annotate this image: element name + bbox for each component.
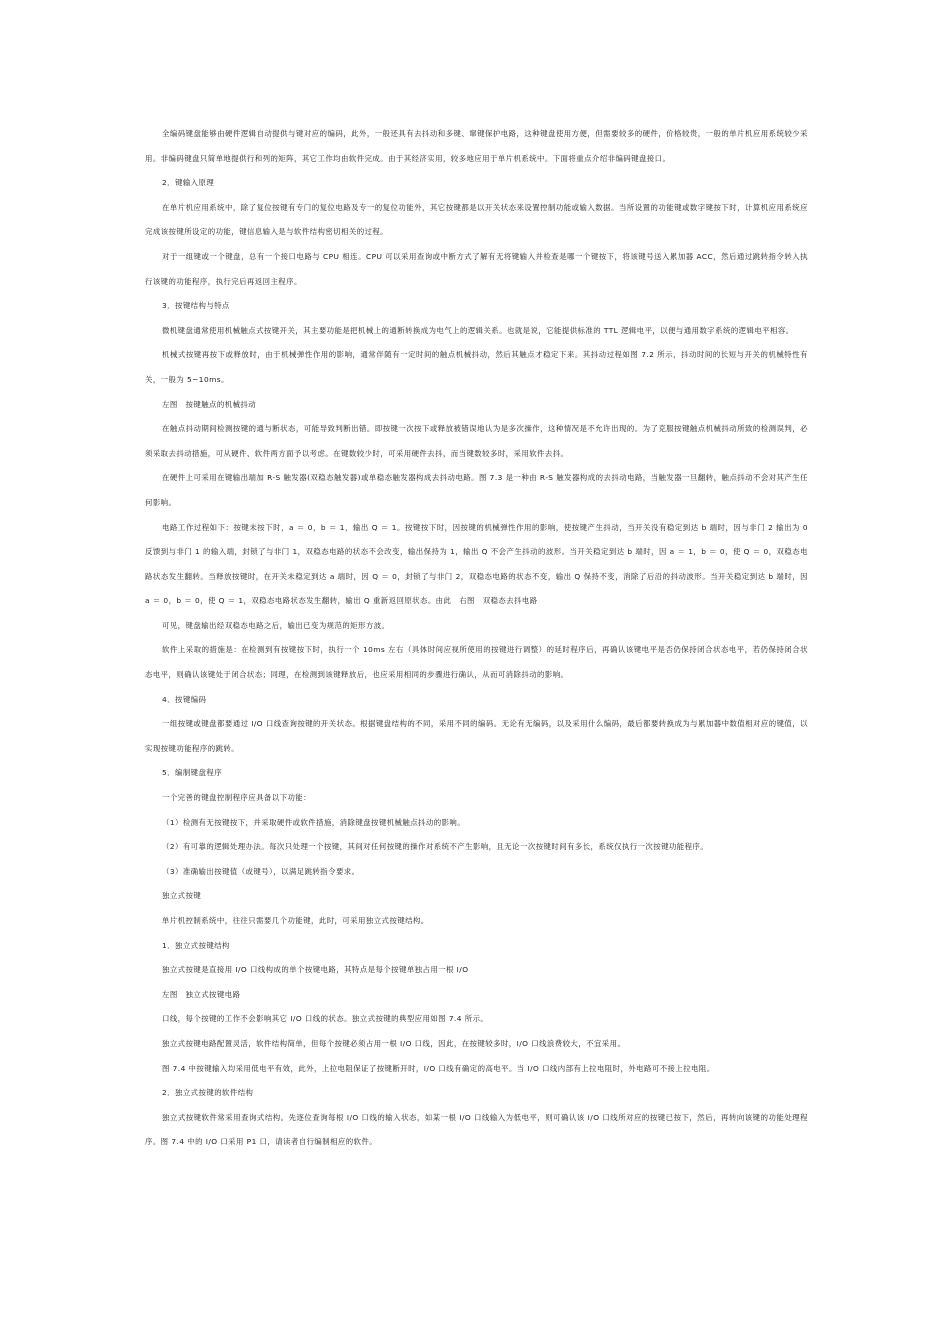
paragraph: 一个完善的键盘控制程序应具备以下功能： bbox=[162, 793, 311, 803]
paragraph: 2．键输入原理 bbox=[162, 178, 215, 188]
paragraph: 图 7.4 中按键输入均采用低电平有效，此外，上拉电阻保证了按键断开时，I/O 口线有确定的高电平。当 I/O 口线内部有上拉电阻时，外电路可不接上拉电阻。 bbox=[162, 1063, 715, 1073]
paragraph: 在硬件上可采用在键输出端加 R-S 触发器(双稳态触发器)或单稳态触发器构成去抖动电路。图 7.3 是一种由 R-S 触发器构成的去抖动电路，当触发器一旦翻转，触点抖动不会对其产生任何影响。 bbox=[145, 473, 808, 507]
paragraph: 5．编制键盘程序 bbox=[162, 768, 223, 778]
paragraph: 口线，每个按键的工作不会影响其它 I/O 口线的状态。独立式按键的典型应用如图 7.4 所示。 bbox=[162, 1014, 489, 1024]
paragraph: 2．独立式按键的软件结构 bbox=[162, 1088, 254, 1098]
paragraph: 在触点抖动期间检测按键的通与断状态，可能导致判断出错。即按键一次按下或释放被错误地认为是多次操作，这种情况是不允许出现的。为了克服按键触点机械抖动所致的检测误判，必须采取去抖动措施，可从硬件、软件两方面予以考虑。在键数较少时，可采用硬件去抖，而当键数较多时，采用软件去抖。 bbox=[145, 424, 808, 458]
paragraph: 机械式按键再按下或释放时，由于机械弹性作用的影响，通常伴随有一定时间的触点机械抖动，然后其触点才稳定下来。其抖动过程如图 7.2 所示，抖动时间的长短与开关的机械特性有关，一般为 5~10ms。 bbox=[145, 350, 808, 384]
paragraph: 左图 按键触点的机械抖动 bbox=[162, 399, 257, 409]
paragraph: 软件上采取的措施是：在检测到有按键按下时，执行一个 10ms 左右（具体时间应视所使用的按键进行调整）的延时程序后，再确认该键电平是否仍保持闭合状态电平，若仍保持闭合状态电平，则确认该键处于闭合状态；同理，在检测到该键释放后，也应采用相同的步骤进行确认，从而可消除抖动的影响。 bbox=[145, 645, 808, 680]
paragraph: （2）有可靠的逻辑处理办法。每次只处理一个按键，其间对任何按键的操作对系统不产生影响，且无论一次按键时间有多长，系统仅执行一次按键功能程序。 bbox=[162, 842, 709, 852]
paragraph: 全编码键盘能够由硬件逻辑自动提供与键对应的编码，此外，一般还具有去抖动和多键、窜键保护电路，这种键盘使用方便，但需要较多的硬件，价格较贵，一般的单片机应用系统较少采用。非编码键盘只简单地提供行和列的矩阵，其它工作均由软件完成。由于其经济实用，较多地应用于单片机系统中。下面将重点介绍非编码键盘接口。 bbox=[145, 129, 808, 163]
paragraph: 一组按键或键盘都要通过 I/O 口线查询按键的开关状态。根据键盘结构的不同，采用不同的编码。无论有无编码，以及采用什么编码，最后都要转换成为与累加器中数值相对应的键值，以实现按键功能程序的跳转。 bbox=[145, 719, 808, 753]
paragraph: 单片机控制系统中，往往只需要几个功能键，此时，可采用独立式按键结构。 bbox=[162, 916, 429, 925]
paragraph: 4．按键编码 bbox=[162, 694, 207, 704]
document-body bbox=[145, 122, 808, 1155]
paragraph: 在单片机应用系统中，除了复位按键有专门的复位电路及专一的复位功能外，其它按键都是以开关状态来设置控制功能或输入数据。当所设置的功能键或数字键按下时，计算机应用系统应完成该按键所设定的功能，键信息输入是与软件结构密切相关的过程。 bbox=[145, 202, 808, 237]
paragraph: 左图 独立式按键电路 bbox=[162, 989, 241, 999]
paragraph: 可见，键盘输出经双稳态电路之后，输出已变为规范的矩形方波。 bbox=[162, 620, 390, 630]
paragraph: 独立式按键是直接用 I/O 口线构成的单个按键电路，其特点是每个按键单独占用一根 I/O bbox=[162, 965, 469, 975]
paragraph: 微机键盘通常使用机械触点式按键开关，其主要功能是把机械上的通断转换成为电气上的逻辑关系。也就是说，它能提供标准的 TTL 逻辑电平，以便与通用数字系统的逻辑电平相容。 bbox=[162, 325, 794, 335]
paragraph: 电路工作过程如下：按键未按下时，a ＝ 0，b ＝ 1，输出 Q ＝ 1。按键按下时，因按键的机械弹性作用的影响，使按键产生抖动，当开关没有稳定到达 b 端时，因与非门 2 输出为 0 反馈到与非门 1 的输入端，封锁了与非门 1，双稳态电路的状态不会改变，输出保持为 1，输出 Q 不会产生抖动的波形。当开关稳定到达 b 端时，因 a ＝ 1，b ＝ 0，使 Q ＝ 0，双稳态电路状态发生翻转。当释放按键时，在开关未稳定到达 a 端时，因 Q ＝ 0，封锁了与非门 2，双稳态电路的状态不变，输出 Q 保持不变，消除了后沿的抖动波形。当开关稳定到达 b 端时，因 a ＝ 0，b ＝ 0，使 Q ＝ 1，双稳态电路状态发生翻转，输出 Q 重新返回原状态。由此 右图 双稳态去抖电路 bbox=[145, 522, 808, 606]
paragraph: 独立式按键软件常采用查询式结构。先逐位查询每根 I/O 口线的输入状态，如某一根 I/O 口线输入为低电平，则可确认该 I/O 口线所对应的按键已按下，然后，再转向该键的功能处理程序。图 7.4 中的 I/O 口采用 P1 口，请读者自行编制相应的软件。 bbox=[145, 1112, 808, 1147]
paragraph: 3．按键结构与特点 bbox=[162, 301, 230, 311]
paragraph: 1．独立式按键结构 bbox=[162, 940, 230, 950]
paragraph: 独立式按键电路配置灵活，软件结构简单，但每个按键必须占用一根 I/O 口线，因此，在按键较多时，I/O 口线浪费较大，不宜采用。 bbox=[162, 1038, 626, 1048]
paragraph: （3）准确输出按键值（或键号），以满足跳转指令要求。 bbox=[162, 866, 360, 876]
paragraph: （1）检测有无按键按下，并采取硬件或软件措施，消除键盘按键机械触点抖动的影响。 bbox=[162, 817, 466, 827]
paragraph: 对于一组键或一个键盘，总有一个接口电路与 CPU 相连。CPU 可以采用查询或中断方式了解有无将键输入并检查是哪一个键按下，将该键号送入累加器 ACC，然后通过跳转指令转入执行该键的功能程序，执行完后再返回主程序。 bbox=[145, 251, 808, 286]
paragraph: 独立式按键 bbox=[162, 891, 202, 901]
